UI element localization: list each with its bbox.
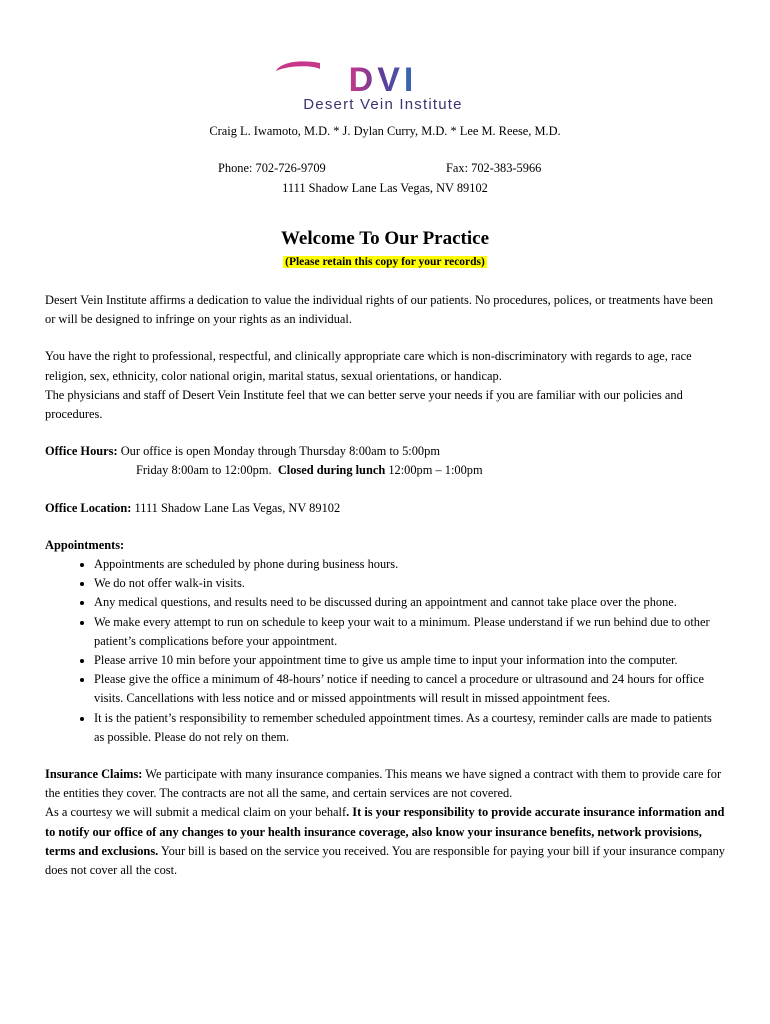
appointments-list [45, 555, 725, 747]
office-hours [45, 442, 725, 461]
insurance-text-2a: As a courtesy we will submit a medical claim on your behalf [45, 805, 347, 820]
intro-paragraph-2: You have the right to professional, respectful, and clinically appropriate care which is non-discriminatory with regards to age, race religion, sex, ethnicity, color national origin, marital status, sexual orientations, or handicap. [45, 349, 692, 383]
retain-note-wrap [0, 254, 770, 269]
office-location-value: 1111 Shadow Lane Las Vegas, NV 89102 [131, 500, 341, 515]
insurance-label: Insurance Claims: [45, 767, 143, 782]
office-hours-line2 [45, 461, 725, 480]
header-address: 1111 Shadow Lane Las Vegas, NV 89102 [282, 181, 488, 195]
closed-lunch-label: Closed during lunch [277, 463, 386, 478]
insurance-text-2b: Your bill is based on the service you received. You are responsible for paying your bill if your insurance company does not cover all the cost. [45, 843, 725, 878]
page-title: Welcome To Our Practice [280, 228, 490, 249]
list-item: • We do not offer walk-in visits. [94, 574, 725, 593]
phone-number: Phone: 702-726-9709 [218, 161, 326, 175]
lunch-hours: 12:00pm – 1:00pm [385, 463, 483, 478]
office-hours-label: Office Hours: [45, 444, 118, 459]
office-hours-line1: Our office is open Monday through Thursday 8:00am to 5:00pm [117, 444, 440, 459]
insurance-text-1: We participate with many insurance companies. This means we have signed a contract with them to provide care for the entities they cover. The contracts are not all the same, and certain services are not covered. [45, 767, 722, 801]
logo-text: DVI [348, 61, 418, 99]
list-item: • We make every attempt to run on schedule to keep your wait to a minimum. Please understand if we run behind due to other patient’s complications before your appointment. [94, 613, 725, 651]
list-item: • Any medical questions, and results need to be discussed during an appointment and cannot take place over the phone. [94, 593, 725, 612]
intro-paragraph-3: The physicians and staff of Desert Vein Institute feel that we can better serve your needs if you are familiar with our policies and procedures. [45, 387, 683, 422]
office-location [45, 499, 725, 518]
intro-paragraph-1: Desert Vein Institute affirms a dedication to value the individual rights of our patients. No procedures, polices, or treatments have been or will be designed to infringe on your rights as an individual. [45, 293, 714, 327]
list-item: • Please give the office a minimum of 48-hours’ notice if needing to cancel a procedure or ultrasound and 24 hours for office visits. Cancellations with less notice and or missed appointments will result in missed appointment fees. [94, 670, 725, 708]
document-body [45, 291, 725, 880]
retain-note: (Please retain this copy for your records) [285, 256, 485, 268]
list-item: • Appointments are scheduled by phone during business hours. [94, 555, 725, 574]
doctors-line: Craig L. Iwamoto, M.D. * J. Dylan Curry, M.D. * Lee M. Reese, M.D. [209, 124, 561, 138]
office-hours-friday: Friday 8:00am to 12:00pm. [136, 463, 272, 478]
appointments-heading: Appointments: [45, 537, 125, 552]
list-item: • Please arrive 10 min before your appointment time to give us ample time to input your information into the computer. [94, 651, 725, 670]
fax-number: Fax: 702-383-5966 [446, 161, 542, 175]
insurance-responsibility: . It is your responsibility to provide accurate insurance information and to notify our office of any changes to your health insurance coverage, also know your insurance benefits, network provisions, terms and exclusions. [45, 805, 725, 858]
list-item: • It is the patient’s responsibility to remember scheduled appointment times. As a courtesy, reminder calls are made to patients as possible. Please do not rely on them. [94, 709, 725, 747]
insurance-paragraph-1 [45, 765, 725, 803]
office-location-label: Office Location: [45, 500, 132, 515]
insurance-paragraph-2 [45, 803, 725, 880]
institute-name: Desert Vein Institute [303, 96, 463, 113]
